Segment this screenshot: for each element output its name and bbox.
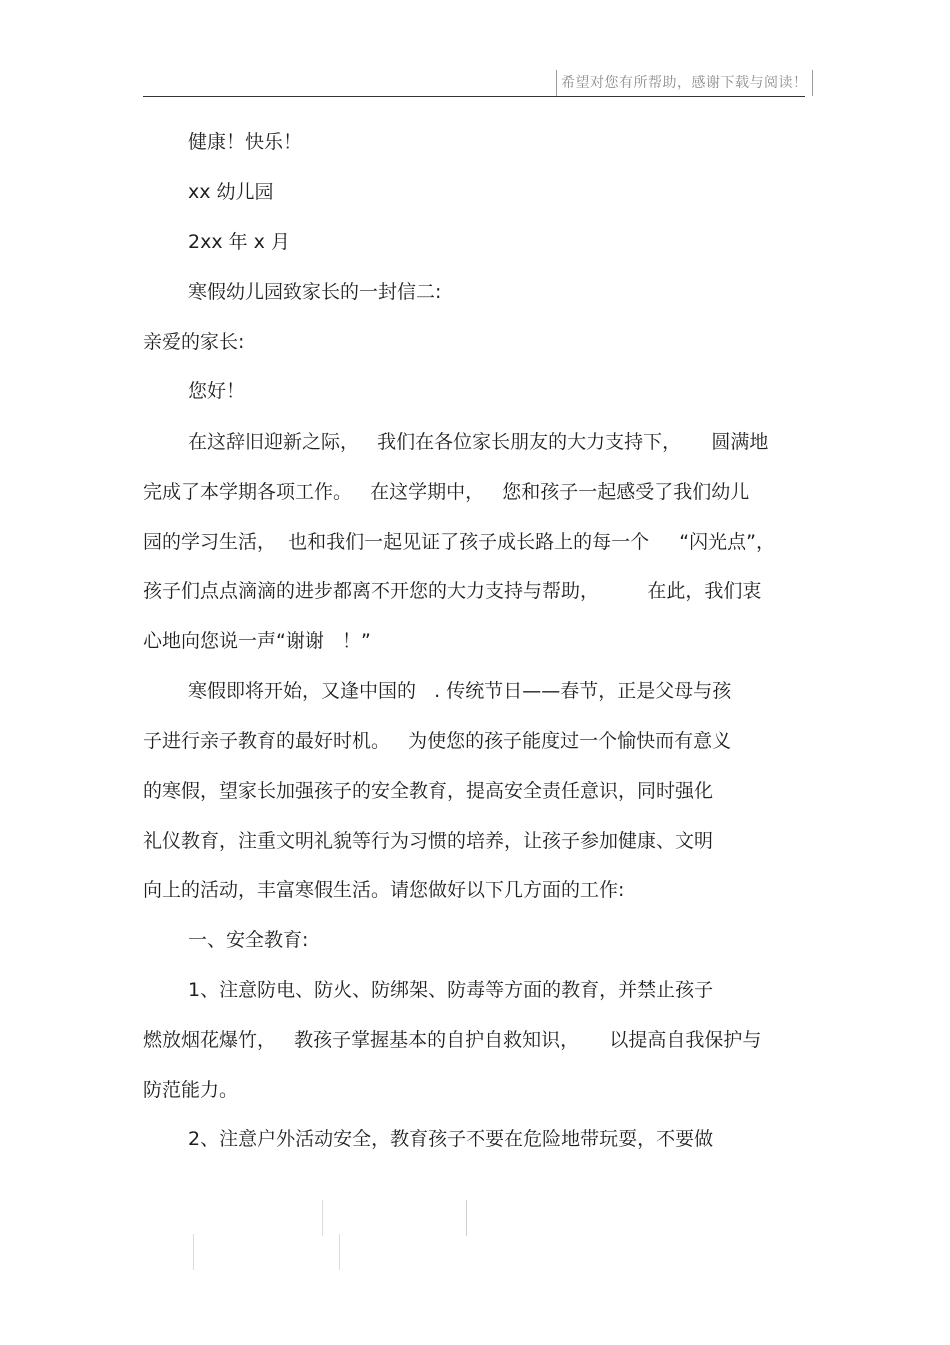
header-rule — [143, 96, 805, 97]
scan-artifact-line — [322, 1200, 323, 1236]
text-line: 防范能力。 — [143, 1079, 239, 1101]
text-line: 寒假即将开始，又逢中国的 . 传统节日——春节，正是父母与孩 — [188, 680, 732, 702]
text-line: 园的学习生活， 也和我们一起见证了孩子成长路上的每一个 “闪光点”， — [143, 531, 775, 553]
text-line: 2xx 年 x 月 — [188, 231, 290, 253]
text-line: 一、安全教育: — [188, 929, 309, 951]
text-line: 1、注意防电、防火、防绑架、防毒等方面的教育，并禁止孩子 — [188, 979, 714, 1001]
text-line: 寒假幼儿园致家长的一封信二: — [188, 281, 442, 303]
text-line: 子进行亲子教育的最好时机。 为使您的孩子能度过一个愉快而有意义 — [143, 730, 732, 752]
text-line: 亲爱的家长: — [143, 331, 245, 353]
text-line: 燃放烟花爆竹， 教孩子掌握基本的自护自救知识， 以提高自我保护与 — [143, 1029, 762, 1051]
scan-artifact-line — [466, 1200, 467, 1236]
text-line: 心地向您说一声“谢谢 ！” — [143, 630, 371, 652]
text-line: 向上的活动，丰富寒假生活。请您做好以下几方面的工作: — [143, 879, 625, 901]
text-line: 2、注意户外活动安全，教育孩子不要在危险地带玩耍，不要做 — [188, 1128, 714, 1150]
header-slogan: 希望对您有所帮助，感谢下载与阅读！ — [556, 70, 813, 96]
text-line: 您好！ — [188, 380, 246, 402]
scan-artifact-line — [193, 1234, 194, 1270]
scan-artifact-line — [339, 1234, 340, 1270]
text-line: 礼仪教育，注重文明礼貌等行为习惯的培养，让孩子参加健康、文明 — [143, 830, 714, 852]
text-line: 健康！快乐！ — [188, 131, 303, 153]
text-line: xx 幼儿园 — [188, 181, 274, 203]
text-line: 在这辞旧迎新之际， 我们在各位家长朋友的大力支持下， 圆满地 — [188, 431, 769, 453]
text-line: 的寒假，望家长加强孩子的安全教育，提高安全责任意识，同时强化 — [143, 780, 714, 802]
text-line: 完成了本学期各项工作。 在这学期中， 您和孩子一起感受了我们幼儿 — [143, 481, 750, 503]
text-line: 孩子们点点滴滴的进步都离不开您的大力支持与帮助， 在此，我们衷 — [143, 580, 762, 602]
